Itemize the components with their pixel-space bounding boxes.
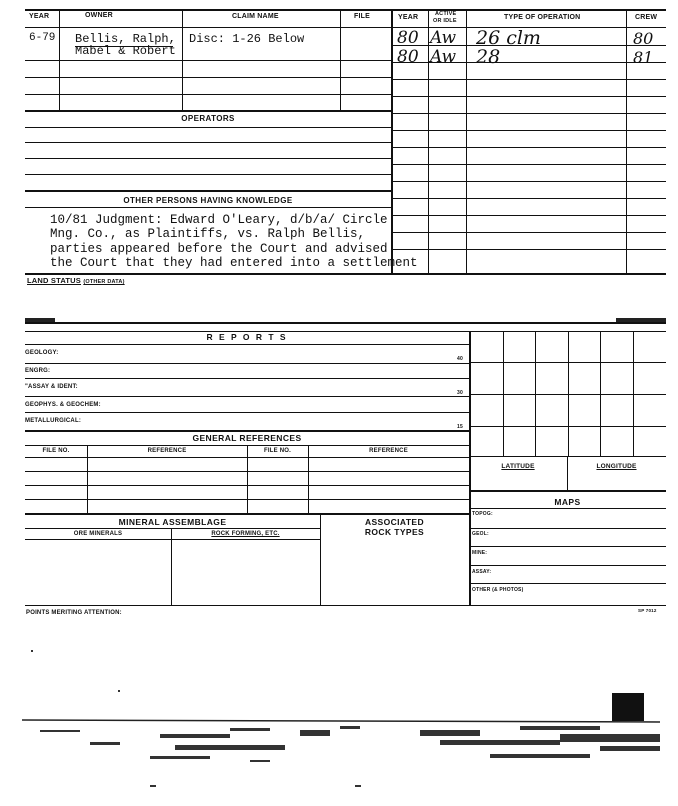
col-rule	[308, 445, 309, 513]
activity-operation-2: 28	[476, 46, 501, 68]
general-references-heading: GENERAL REFERENCES	[192, 433, 302, 443]
note-line-4: the Court that they had entered into a settlement	[50, 256, 418, 270]
dust	[31, 650, 33, 652]
report-label-metallurgical: METALLURGICAL:	[25, 418, 82, 424]
col-rule	[466, 9, 467, 273]
maps-topog: TOPOG:	[472, 511, 493, 517]
col-rule	[87, 445, 88, 513]
header-year-2: YEAR	[398, 14, 419, 21]
header-owner: OWNER	[85, 12, 113, 19]
header-active: ACTIVE	[435, 11, 457, 17]
associated-heading: ASSOCIATED	[364, 517, 425, 527]
ref-header-reference-1: REFERENCE	[147, 448, 187, 454]
activity-operation-1: 26 clm	[476, 27, 541, 49]
latlong-divider	[567, 456, 568, 490]
mineral-header-rock: ROCK FORMING, ETC.	[211, 531, 280, 537]
claim-entry: Disc: 1-26 Below	[189, 32, 305, 46]
row-line	[469, 583, 666, 584]
note-line-2: Mng. Co., as Plaintiffs, vs. Ralph Bellis,	[50, 227, 366, 241]
col-rule	[428, 9, 429, 273]
top-block-bottom	[25, 273, 666, 275]
row-line	[25, 513, 469, 515]
row-line	[25, 396, 469, 397]
row-line	[25, 60, 391, 61]
row-line	[25, 378, 469, 379]
grid-rule	[469, 394, 666, 395]
row-line	[469, 508, 666, 509]
operators-heading: OPERATORS	[181, 114, 235, 123]
row-line	[25, 174, 391, 175]
activity-row-line	[391, 130, 666, 131]
reports-heading: R E P O R T S	[206, 332, 288, 342]
row-line	[25, 539, 320, 540]
form-number: SP 7012	[638, 608, 657, 613]
dust	[118, 690, 120, 692]
top-border	[25, 9, 666, 11]
report-num-assay: 30	[457, 390, 463, 396]
row-line	[25, 190, 391, 192]
rock-types-heading: ROCK TYPES	[364, 527, 425, 537]
grid-rule	[469, 426, 666, 427]
row-line	[469, 546, 666, 547]
ref-header-file-no-2: FILE NO.	[264, 448, 291, 454]
mineral-assemblage-heading: MINERAL ASSEMBLAGE	[118, 517, 227, 527]
points-meriting-attention: POINTS MERITING ATTENTION:	[26, 610, 122, 616]
mineral-header-ore: ORE MINERALS	[73, 531, 123, 537]
scan-noise	[0, 690, 678, 800]
activity-row-line	[391, 215, 666, 216]
report-label-geology: GEOLOGY:	[25, 350, 59, 356]
reports-top-border	[25, 322, 666, 324]
ref-header-reference-2: REFERENCE	[369, 448, 408, 454]
row-line	[25, 127, 391, 128]
activity-year-2: 80	[397, 47, 419, 67]
land-status-label: LAND STATUS	[27, 276, 82, 285]
header-year: YEAR	[29, 13, 50, 20]
owner-name-line2: Mabel & Robert	[75, 44, 176, 58]
activity-row-line	[391, 113, 666, 114]
note-line-3: parties appeared before the Court and advised	[50, 242, 388, 256]
row-line	[469, 565, 666, 566]
activity-status-2: Aw	[430, 47, 457, 67]
activity-row-line	[391, 79, 666, 80]
maps-other: OTHER (& PHOTOS)	[472, 587, 524, 593]
activity-status-1: Aw	[430, 28, 457, 48]
row-line	[25, 158, 391, 159]
owner-name-line1: Bellis, Ralph,	[75, 32, 176, 46]
header-bottom-line	[25, 27, 666, 28]
activity-row-line	[391, 198, 666, 199]
report-num-geology: 40	[457, 356, 463, 362]
maps-assay: ASSAY:	[472, 569, 492, 575]
activity-row-line	[391, 164, 666, 165]
activity-row-line	[391, 147, 666, 148]
other-persons-heading: OTHER PERSONS HAVING KNOWLEDGE	[123, 196, 293, 205]
col-rule	[626, 9, 627, 273]
activity-row-line	[391, 181, 666, 182]
row-line	[469, 490, 666, 492]
activity-year-1: 80	[397, 28, 419, 48]
row-line	[25, 344, 469, 345]
activity-row-line	[391, 232, 666, 233]
note-line-1: 10/81 Judgment: Edward O'Leary, d/b/a/ Circle	[50, 213, 388, 227]
activity-row-line	[391, 249, 666, 250]
row-line	[25, 430, 469, 432]
land-status-sub: (OTHER DATA)	[83, 279, 125, 285]
activity-row-line	[391, 96, 666, 97]
col-rule	[320, 513, 321, 605]
header-or-idle: OR IDLE	[433, 18, 457, 24]
activity-crew-2: 81	[633, 48, 654, 67]
col-rule	[247, 445, 248, 513]
latitude-label: LATITUDE	[501, 463, 535, 470]
row-line	[25, 142, 391, 143]
header-claim-name: CLAIM NAME	[232, 13, 279, 20]
maps-geol: GEOL:	[472, 531, 489, 537]
report-label-engrg: ENGRG:	[25, 368, 51, 374]
row-line	[469, 528, 666, 529]
maps-mine: MINE:	[472, 550, 488, 556]
reports-bottom-border	[25, 605, 666, 606]
report-num-metallurgical: 15	[457, 424, 463, 430]
owner-year: 6-79	[29, 32, 56, 44]
land-status-heading	[27, 276, 125, 285]
row-line	[25, 412, 469, 413]
header-type-of-operation: TYPE OF OPERATION	[504, 14, 581, 21]
row-line	[25, 94, 391, 95]
report-label-geophys: GEOPHYS. & GEOCHEM:	[25, 402, 101, 408]
maps-heading: MAPS	[554, 497, 581, 507]
activity-crew-1: 80	[633, 29, 654, 48]
header-crew: CREW	[635, 14, 658, 21]
header-file: FILE	[354, 13, 370, 20]
main-divider	[391, 9, 393, 273]
row-line	[25, 77, 391, 78]
report-label-assay: "ASSAY & IDENT:	[25, 384, 78, 390]
col-rule	[171, 528, 172, 605]
row-line	[25, 363, 469, 364]
row-line	[25, 528, 320, 529]
ref-header-file-no-1: FILE NO.	[42, 448, 70, 454]
grid-rule	[469, 362, 666, 363]
longitude-label: LONGITUDE	[596, 463, 637, 470]
row-line	[25, 207, 391, 208]
row-line	[25, 110, 391, 112]
